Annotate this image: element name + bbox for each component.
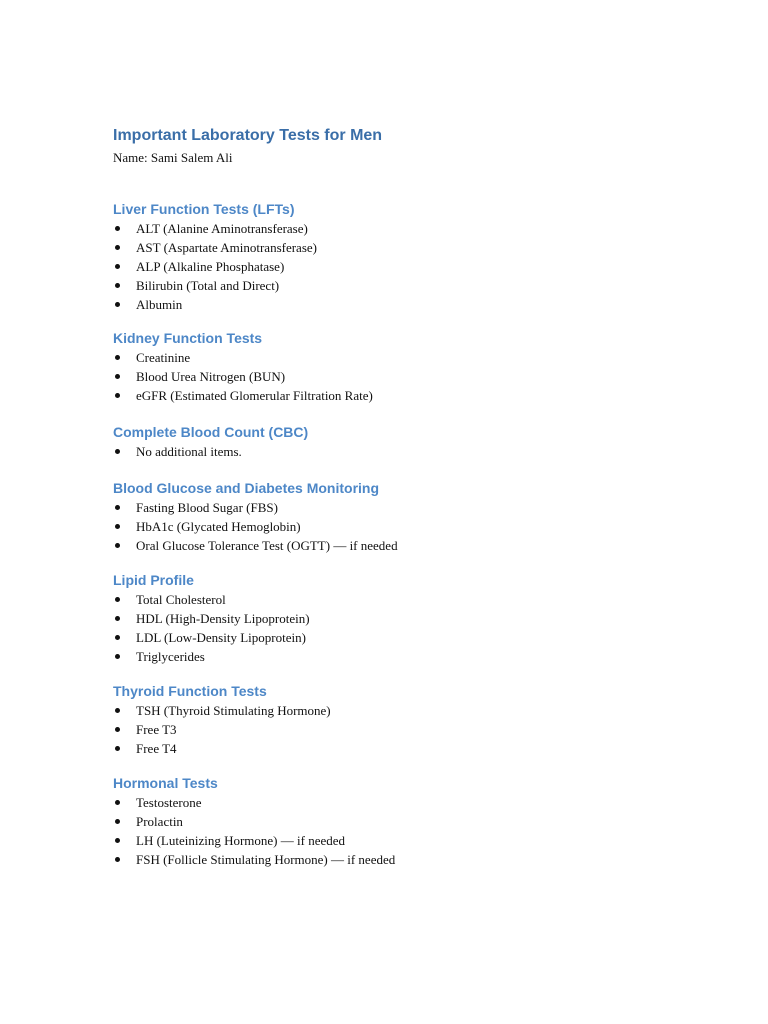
list-item: Fasting Blood Sugar (FBS) [113, 498, 713, 517]
list-item: Bilirubin (Total and Direct) [113, 276, 713, 295]
section-heading: Hormonal Tests [113, 775, 218, 791]
list-item: Albumin [113, 295, 713, 314]
section-heading: Lipid Profile [113, 572, 194, 588]
test-list [113, 701, 713, 758]
section-heading: Liver Function Tests (LFTs) [113, 201, 295, 217]
list-item: TSH (Thyroid Stimulating Hormone) [113, 701, 713, 720]
document-title: Important Laboratory Tests for Men [113, 127, 383, 144]
list-item: FSH (Follicle Stimulating Hormone) — if needed [113, 850, 713, 869]
section-liver-function [113, 199, 713, 314]
list-item: HbA1c (Glycated Hemoglobin) [113, 517, 713, 536]
list-item: Prolactin [113, 812, 713, 831]
list-item: Blood Urea Nitrogen (BUN) [113, 367, 713, 386]
list-item: LDL (Low-Density Lipoprotein) [113, 628, 713, 647]
section-heading: Complete Blood Count (CBC) [113, 424, 309, 440]
test-list [113, 590, 713, 666]
list-item: Creatinine [113, 348, 713, 367]
list-item: No additional items. [113, 442, 713, 461]
section-hormonal [113, 773, 713, 869]
list-item: Triglycerides [113, 647, 713, 666]
list-item: Testosterone [113, 793, 713, 812]
section-heading: Kidney Function Tests [113, 330, 263, 346]
list-item: Oral Glucose Tolerance Test (OGTT) — if needed [113, 536, 713, 555]
section-cbc [113, 422, 713, 461]
test-list [113, 219, 713, 314]
list-item: ALT (Alanine Aminotransferase) [113, 219, 713, 238]
test-list [113, 498, 713, 555]
section-kidney-function [113, 328, 713, 405]
list-item: Total Cholesterol [113, 590, 713, 609]
patient-name: Name: Sami Salem Ali [113, 150, 233, 165]
section-thyroid-function [113, 681, 713, 758]
test-list [113, 442, 713, 461]
list-item: Free T3 [113, 720, 713, 739]
list-item: ALP (Alkaline Phosphatase) [113, 257, 713, 276]
list-item: eGFR (Estimated Glomerular Filtration Rate) [113, 386, 713, 405]
list-item: LH (Luteinizing Hormone) — if needed [113, 831, 713, 850]
section-heading: Thyroid Function Tests [113, 683, 267, 699]
section-blood-glucose [113, 478, 713, 555]
test-list [113, 348, 713, 405]
list-item: HDL (High-Density Lipoprotein) [113, 609, 713, 628]
section-heading: Blood Glucose and Diabetes Monitoring [113, 480, 380, 496]
test-list [113, 793, 713, 869]
list-item: AST (Aspartate Aminotransferase) [113, 238, 713, 257]
section-lipid-profile [113, 570, 713, 666]
list-item: Free T4 [113, 739, 713, 758]
document-page [113, 124, 713, 869]
